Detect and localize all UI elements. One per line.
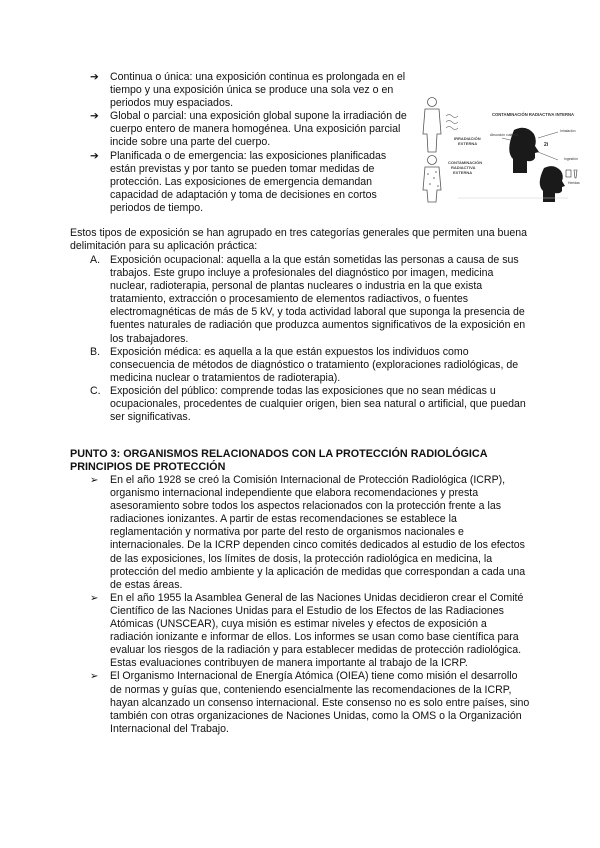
person-outline-icon — [423, 98, 441, 153]
figure-label: RADIACTIVA — [451, 165, 476, 170]
person-outline-icon — [423, 156, 441, 203]
section-heading — [70, 448, 540, 474]
list-item-text: Exposición ocupacional: aquella a la que están sometidas las personas a causa de sus trabajos. Este grupo incluye a profesionales del diagnóstico por imagen, medicina nuclear, radioterapia, personal de plantas nucleares o industria en la que exista tratamiento, extracción o procesamiento de elementos radiactivos, o fuentes electromagnéticas de más de 5 kV, y toda actividad laboral que suponga la presencia de fuentes naturales de radiación que produzca aumentos significativos de la exposición en los trabajadores. — [110, 254, 526, 345]
list-item-text: Global o parcial: una exposición global supone la irradiación de cuerpo entero de manera homogénea. Una exposición parcial incide sobre una parte del cuerpo. — [110, 110, 407, 149]
list-item — [90, 346, 530, 385]
figure-label: EXTERNA — [458, 141, 478, 146]
figure-label: Heridas — [568, 181, 580, 185]
figure-label: Absorción cutánea — [490, 133, 519, 137]
triangle-bullet-icon: ➢ — [90, 671, 99, 683]
intro-paragraph: Estos tipos de exposición se han agrupado en tres categorías generales que permiten una buena delimitación para su aplicación práctica: — [70, 227, 528, 253]
triangle-bullet-icon: ➢ — [90, 592, 99, 604]
figure-label: Ingestión — [564, 157, 578, 161]
exposure-categories-list — [90, 254, 530, 424]
arrow-bullet-icon: ➔ — [90, 71, 99, 83]
list-item — [90, 385, 530, 424]
figure-label: EXTERNA — [453, 170, 473, 175]
exposure-illustration — [418, 94, 590, 204]
figure-label: Inhalación — [560, 129, 576, 133]
list-letter: B. — [90, 345, 101, 358]
list-item — [90, 71, 408, 110]
organisms-list — [90, 474, 530, 736]
svg-text:2i: 2i — [544, 142, 549, 148]
head-profile-icon — [540, 166, 565, 202]
list-item-text: En el año 1928 se creó la Comisión Internacional de Protección Radiológica (ICRP), organismo internacional independiente que elabora recomendaciones y presta asesoramiento sobre todos los aspectos relacionados con la protección frente a las radiaciones ionizantes. A partir de estas recomendaciones se establece la reglamentación y normativa por parte del resto de organismos nacionales e internacionales. De la ICRP dependen cinco comités dedicados al estudio de los efectos de las exposiciones, los límites de dosis, la protección radiológica en medicina, la protección del medio ambiente y la aplicación de medidas que correspondan a cada una de estas áreas. — [110, 474, 526, 591]
list-item-text: Exposición del público: comprende todas las exposiciones que no sean médicas u ocupacionales, procedentes de cualquier origen, bien sea natural o artificial, que puedan ser significativas. — [110, 384, 526, 424]
list-item-text: Planificada o de emergencia: las exposiciones planificadas están previstas y por tanto se pueden tomar medidas de protección. Las exposiciones de emergencia demandan capacidad de adaptación y toma de decisiones en cortos periodos de tiempo. — [110, 149, 387, 214]
arrow-bullet-icon: ➔ — [90, 110, 99, 123]
figure-label: CONTAMINACIÓN — [448, 160, 483, 165]
list-item — [90, 150, 408, 215]
exposure-types-list — [90, 71, 408, 215]
list-item — [90, 592, 530, 671]
radiation-wave-icon — [446, 115, 458, 130]
list-item-text: Continua o única: una exposición continua es prolongada en el tiempo y una exposición única se produce una sola vez o en periodos muy espaciados. — [110, 71, 406, 110]
triangle-bullet-icon: ➢ — [90, 475, 99, 486]
list-item — [90, 670, 530, 735]
list-item-text: El Organismo Internacional de Energía Atómica (OIEA) tiene como misión el desarrollo de normas y guías que, conteniendo esencialmente las recomendaciones de la ICRP, hayan alcanzado un consenso internacional. Este consenso no es solo entre países, sino también con otras organizaciones de Naciones Unidas, como la OMS o la Organización Internacional del Trabajo. — [110, 670, 530, 735]
contamination-dots-icon — [427, 171, 439, 187]
list-item — [90, 474, 530, 592]
list-item-text: Exposición médica: es aquella a la que están expuestos los individuos como consecuencia de métodos de diagnóstico o tratamiento (exploraciones radiológicas, de medicina nuclear o tratamientos de radioterapia). — [110, 345, 519, 384]
arrow-bullet-icon: ➔ — [90, 149, 99, 162]
list-letter: C. — [90, 384, 101, 397]
figure-label: IRRADIACIÓN — [454, 136, 481, 141]
section-heading-line: PUNTO 3: ORGANISMOS RELACIONADOS CON LA PROTECCIÓN RADIOLÓGICA — [70, 448, 488, 460]
list-item — [90, 110, 408, 149]
list-item-text: En el año 1955 la Asamblea General de las Naciones Unidas decidieron crear el Comité Científico de las Naciones Unidas para el Estudio de los Efectos de las Radiaciones Atómicas (UNSCEAR), cuya misión es estimar niveles y efectos de exposición a radiación ionizante e informar de ellos. Los informes se usan como base científica para evaluar los riesgos de la radiación y para establecer medidas de protección radiológica. Estas evaluaciones contribuyen de manera importante al trabajo de la ICRP. — [110, 591, 524, 670]
list-item — [90, 254, 530, 346]
section-heading-line: PRINCIPIOS DE PROTECCIÓN — [70, 461, 226, 474]
food-icon — [566, 170, 577, 178]
figure-title: CONTAMINACIÓN RADIACTIVA INTERNA — [492, 112, 575, 117]
list-letter: A. — [90, 254, 101, 266]
